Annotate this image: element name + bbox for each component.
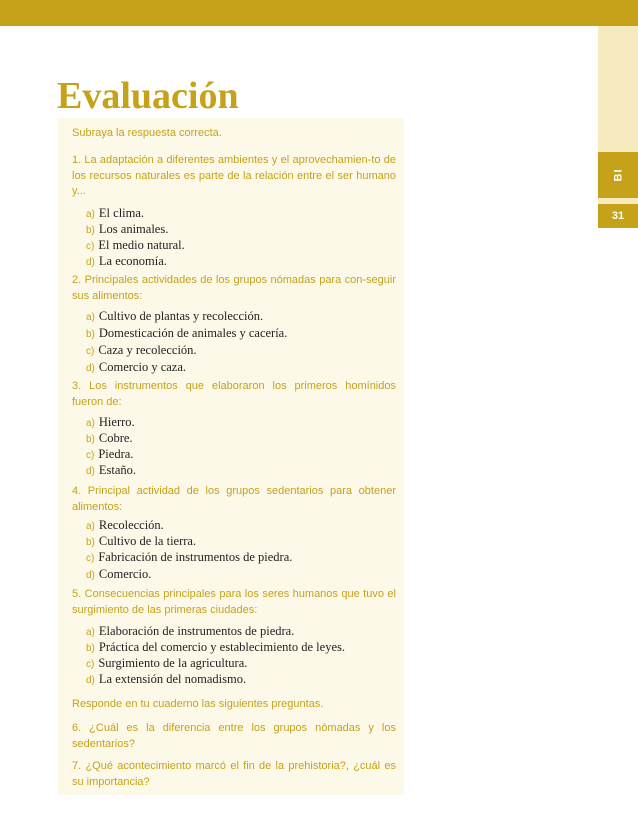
- question-3-option-c: c) Piedra.: [86, 447, 134, 461]
- question-4-option-d: d) Comercio.: [86, 567, 152, 581]
- question-1-option-c: c) El medio natural.: [86, 238, 185, 252]
- question-3-option-b: b) Cobre.: [86, 431, 133, 445]
- unit-marker: BI: [598, 152, 638, 198]
- instruction-answer: Responde en tu cuaderno las siguientes preguntas.: [72, 698, 324, 710]
- question-2-option-b: b) Domesticación de animales y cacería.: [86, 326, 288, 340]
- question-5: 5. Consecuencias principales para los seres humanos que tuvo el surgimiento de las primeras ciudades:: [72, 588, 396, 616]
- question-1-option-d: d) La economía.: [86, 254, 167, 268]
- question-2-option-c: c) Caza y recolección.: [86, 343, 197, 357]
- question-5-option-c: c) Surgimiento de la agricultura.: [86, 656, 248, 670]
- question-1-option-b: b) Los animales.: [86, 222, 169, 236]
- page-title: Evaluación: [57, 75, 239, 117]
- question-4: 4. Principal actividad de los grupos sedentarios para obtener alimentos:: [72, 485, 396, 513]
- question-6: 6. ¿Cuál es la diferencia entre los grupos nómadas y los sedentarios?: [72, 722, 396, 750]
- question-1-option-a: a) El clima.: [86, 206, 145, 220]
- question-5-option-a: a) Elaboración de instrumentos de piedra.: [86, 624, 295, 638]
- question-7: 7. ¿Qué acontecimiento marcó el fin de la prehistoria?, ¿cuál es su importancia?: [72, 760, 396, 788]
- page-number: 31: [598, 204, 638, 228]
- question-4-option-b: b) Cultivo de la tierra.: [86, 534, 197, 548]
- question-5-option-d: d) La extensión del nomadismo.: [86, 672, 247, 686]
- question-5-option-b: b) Práctica del comercio y establecimiento de leyes.: [86, 640, 345, 654]
- question-3: 3. Los instrumentos que elaboraron los primeros homínidos fueron de:: [72, 380, 396, 408]
- question-3-option-d: d) Estaño.: [86, 463, 137, 477]
- question-4-option-c: c) Fabricación de instrumentos de piedra.: [86, 550, 293, 564]
- top-color-bar: [0, 0, 638, 26]
- question-4-option-a: a) Recolección.: [86, 518, 164, 532]
- question-2: 2. Principales actividades de los grupos nómadas para con-seguir sus alimentos:: [72, 274, 396, 302]
- question-2-option-d: d) Comercio y caza.: [86, 360, 187, 374]
- question-1: 1. La adaptación a diferentes ambientes y el aprovechamien-to de los recursos naturales es parte de la relación entre el ser humano y...: [72, 154, 396, 197]
- question-2-option-a: a) Cultivo de plantas y recolección.: [86, 309, 264, 323]
- question-3-option-a: a) Hierro.: [86, 415, 135, 429]
- instruction-underline: Subraya la respuesta correcta.: [72, 127, 222, 139]
